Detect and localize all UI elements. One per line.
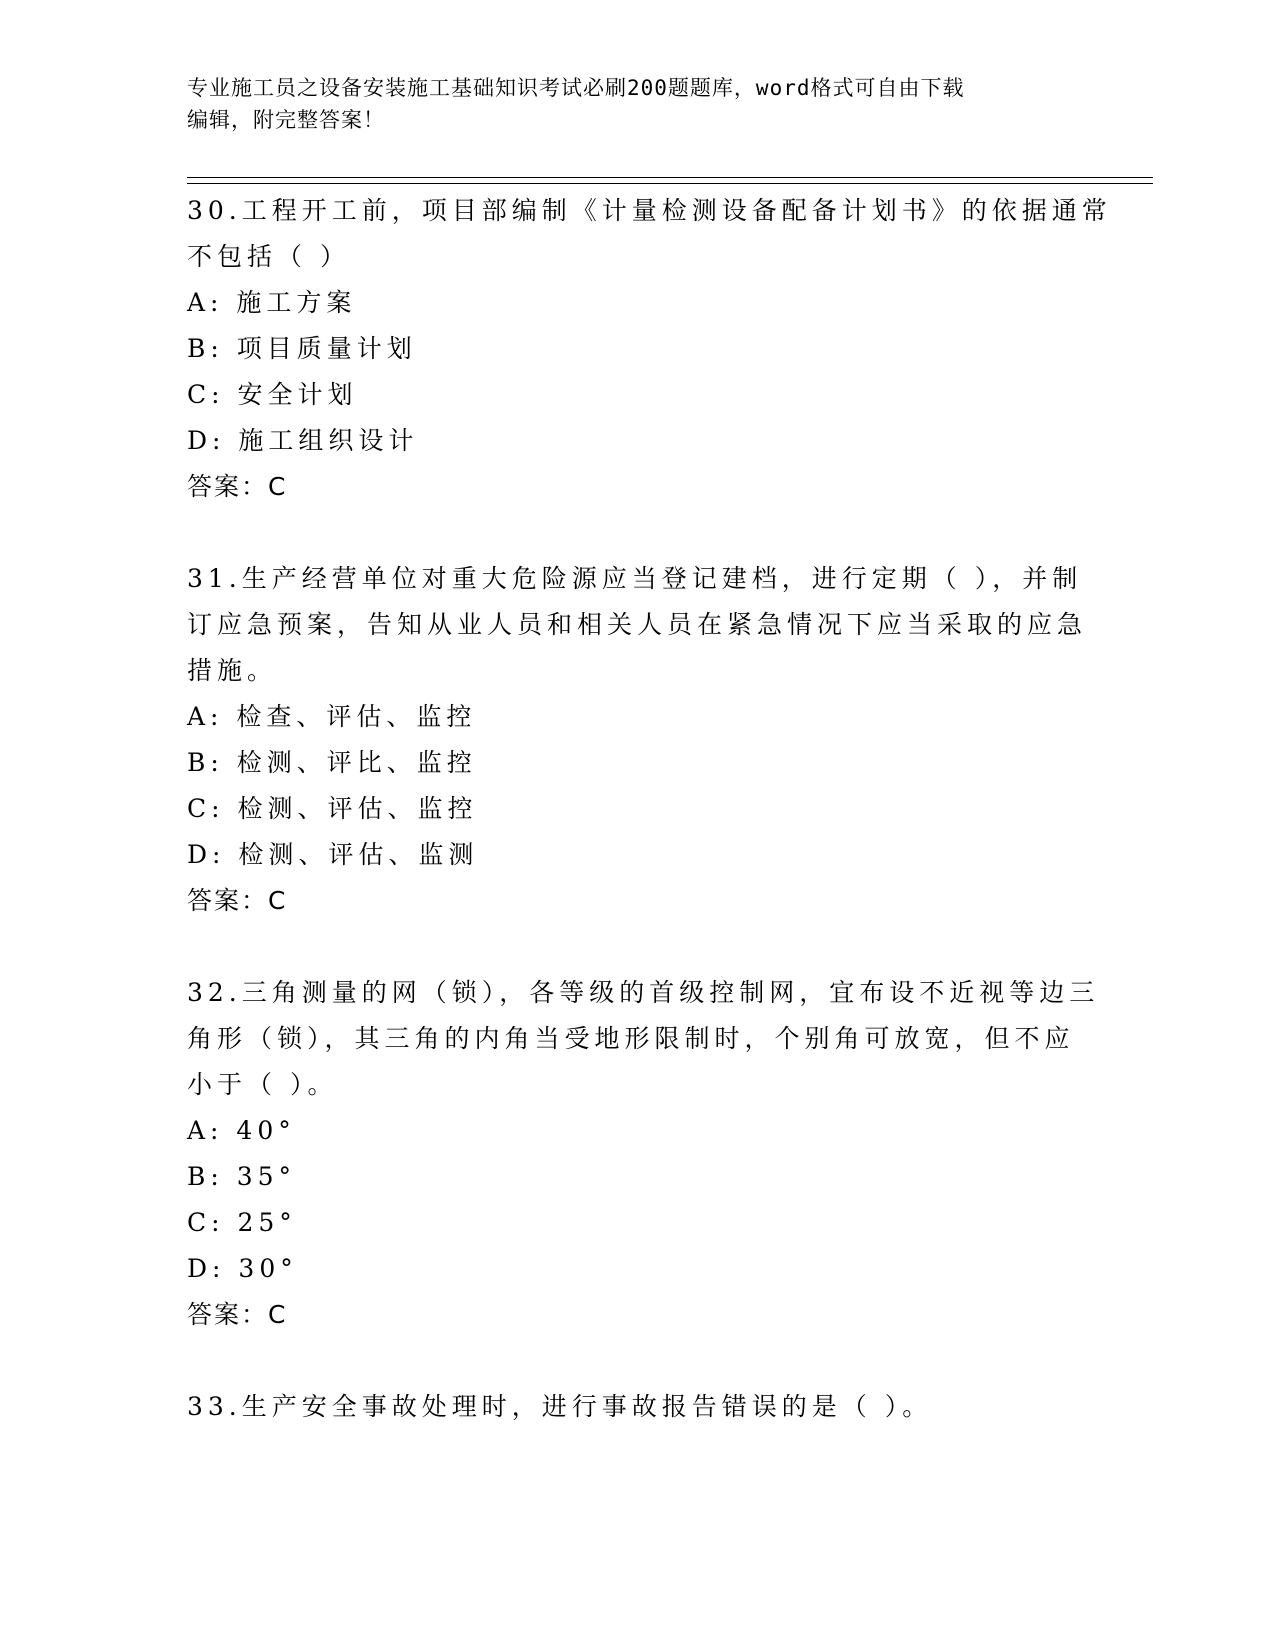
question-33: [187, 1384, 1087, 1430]
question-32: [187, 970, 1100, 1338]
option-d: D: 30°: [187, 1254, 298, 1283]
option-a: A: 检查、评估、监控: [187, 702, 477, 731]
answer-label: 答案：C: [187, 886, 288, 915]
header-line-1: 专业施工员之设备安装施工基础知识考试必刷200题题库，word格式可自由下载: [187, 76, 965, 100]
option-a: A: 40°: [187, 1116, 296, 1145]
question-text-line: 33.生产安全事故处理时，进行事故报告错误的是（ ）。: [187, 1392, 933, 1421]
question-text-line: 31.生产经营单位对重大危险源应当登记建档，进行定期（ ），并制: [187, 564, 1083, 593]
question-30: [187, 188, 1112, 510]
option-b: B: 检测、评比、监控: [187, 748, 477, 777]
question-text-line: 订应急预案，告知从业人员和相关人员在紧急情况下应当采取的应急: [187, 610, 1088, 639]
option-c: C: 安全计划: [187, 380, 358, 409]
option-d: D: 施工组织设计: [187, 426, 419, 455]
header-divider-bottom: [187, 183, 1153, 184]
option-c: C: 25°: [187, 1208, 297, 1237]
header-line-2: 编辑，附完整答案！: [187, 108, 385, 132]
answer-label: 答案：C: [187, 1300, 288, 1329]
document-header: [187, 72, 1067, 136]
option-b: B: 35°: [187, 1162, 297, 1191]
question-text-line: 不包括（ ）: [187, 242, 350, 271]
question-list: [187, 188, 1112, 1476]
question-text-line: 措施。: [187, 656, 278, 685]
question-text-line: 30.工程开工前，项目部编制《计量检测设备配备计划书》的依据通常: [187, 196, 1112, 225]
option-a: A: 施工方案: [187, 288, 357, 317]
question-31: [187, 556, 1087, 924]
option-b: B: 项目质量计划: [187, 334, 417, 363]
question-text-line: 小于（ ）。: [187, 1070, 338, 1099]
question-text-line: 32.三角测量的网（锁），各等级的首级控制网，宜布设不近视等边三: [187, 978, 1100, 1007]
option-c: C: 检测、评估、监控: [187, 794, 478, 823]
question-text-line: 角形（锁），其三角的内角当受地形限制时，个别角可放宽，但不应: [187, 1024, 1075, 1053]
header-divider-top: [187, 177, 1153, 178]
answer-label: 答案：C: [187, 472, 288, 501]
option-d: D: 检测、评估、监测: [187, 840, 479, 869]
